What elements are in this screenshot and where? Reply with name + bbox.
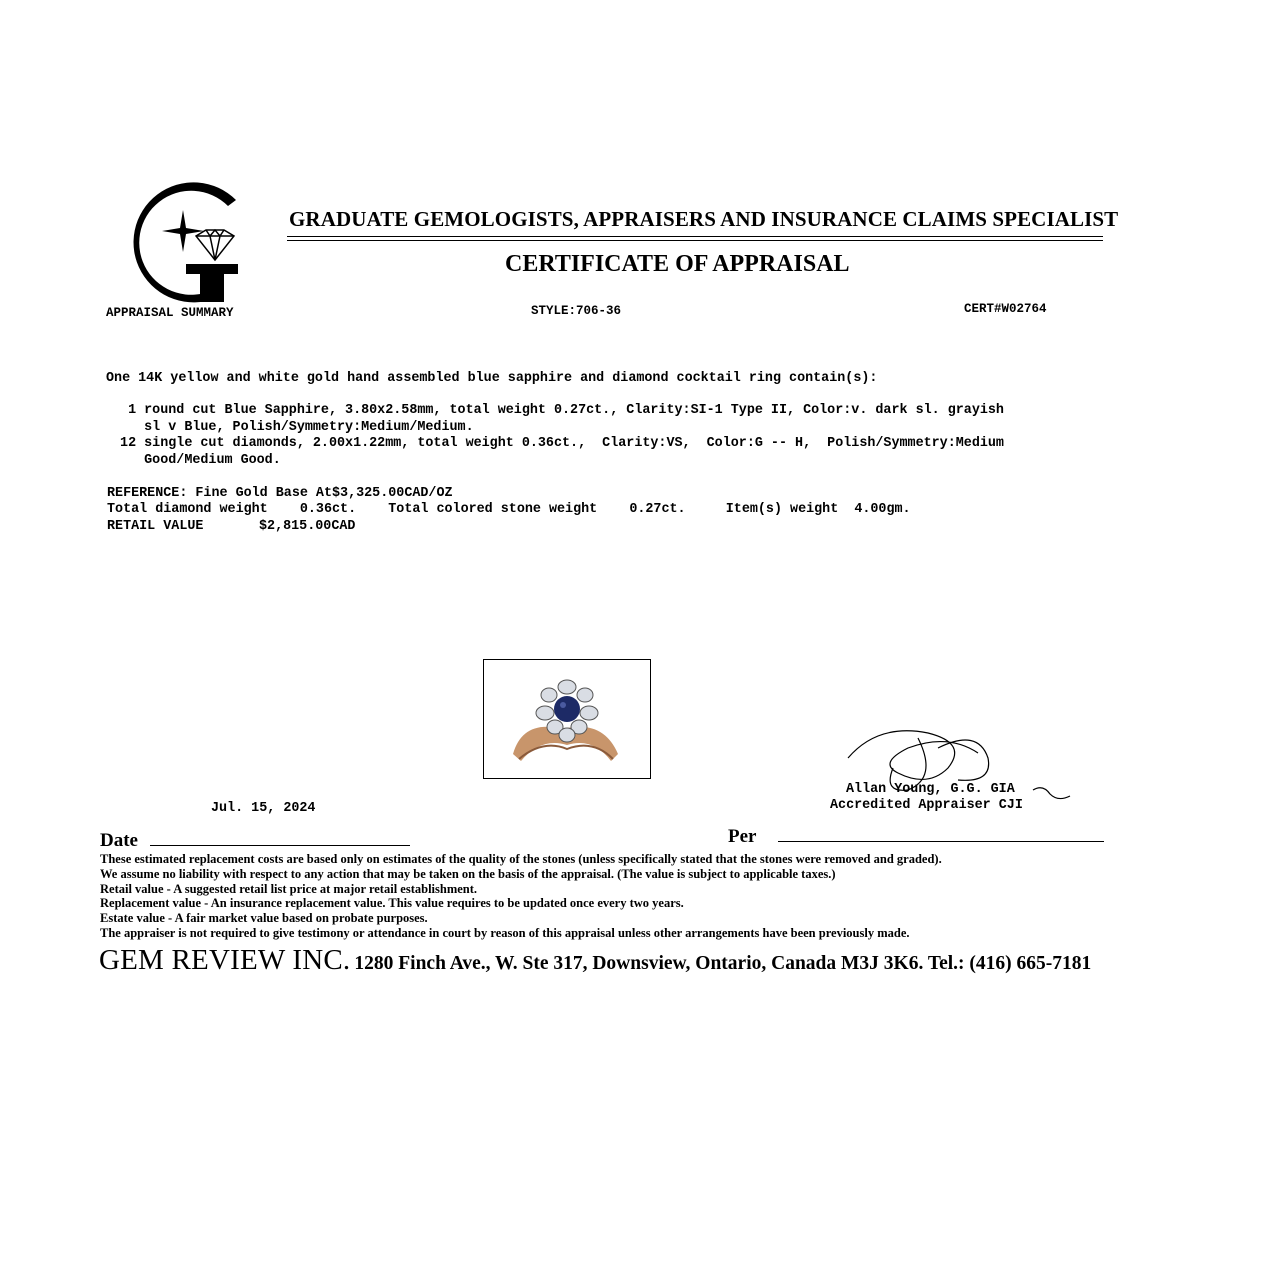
appraiser-name: Allan Young, G.G. GIA	[846, 782, 1015, 797]
organization-title: GRADUATE GEMOLOGISTS, APPRAISERS AND INSURANCE CLAIMS SPECIALIST	[289, 207, 1119, 231]
per-signature-line	[778, 841, 1104, 842]
appraiser-title: Accredited Appraiser CJI	[830, 798, 1023, 813]
disclaimer-line: We assume no liability with respect to any action that may be taken on the basis of the appraisal. (The value is subject to applicable taxes.)	[100, 866, 836, 881]
certificate-title: CERTIFICATE OF APPRAISAL	[505, 251, 850, 277]
title-rule-bottom	[287, 240, 1103, 241]
per-label: Per	[728, 826, 757, 847]
company-footer	[99, 944, 1091, 977]
company-address: 1280 Finch Ave., W. Ste 317, Downsview, Ontario, Canada M3J 3K6. Tel.: (416) 665-7181	[354, 953, 1092, 974]
diamond-line-2: Good/Medium Good.	[112, 453, 281, 468]
sapphire-line-2: sl v Blue, Polish/Symmetry:Medium/Medium.	[112, 420, 474, 435]
appraisal-summary-label: APPRAISAL SUMMARY	[106, 306, 234, 320]
title-rule-top	[287, 236, 1103, 237]
retail-value-amount: $2,815.00CAD	[259, 519, 356, 534]
cert-number: CERT#W02764	[964, 302, 1047, 316]
date-signature-line	[150, 845, 410, 846]
disclaimer-line: Replacement value - An insurance replacement value. This value requires to be updated once every two years.	[100, 896, 684, 911]
disclaimer-block	[100, 852, 942, 941]
diamond-line-1: 12 single cut diamonds, 2.00x1.22mm, total weight 0.36ct., Clarity:VS, Color:G -- H, Polish/Symmetry:Medium	[112, 436, 1004, 451]
ring-photo	[483, 659, 651, 779]
disclaimer-line: Retail value - A suggested retail list price at major retail establishment.	[100, 881, 478, 896]
style-number: STYLE:706-36	[531, 304, 622, 318]
disclaimer-line: These estimated replacement costs are based only on estimates of the quality of the stones (unless specifically stated that the stones were removed and graded).	[100, 852, 942, 866]
date-label: Date	[100, 830, 138, 851]
weight-totals: Total diamond weight 0.36ct. Total colored stone weight 0.27ct. Item(s) weight 4.00gm.	[107, 502, 911, 517]
appraisal-date: Jul. 15, 2024	[211, 801, 316, 816]
company-name: GEM REVIEW INC.	[99, 944, 351, 976]
sapphire-line-1: 1 round cut Blue Sapphire, 3.80x2.58mm, total weight 0.27ct., Clarity:SI-1 Type II, Color:v. dark sl. grayish	[112, 403, 1004, 418]
retail-value-label: RETAIL VALUE	[107, 519, 204, 534]
item-description-intro: One 14K yellow and white gold hand assembled blue sapphire and diamond cocktail ring contain(s):	[106, 371, 878, 386]
gem-review-logo	[128, 180, 253, 305]
disclaimer-line: Estate value - A fair market value based on probate purposes.	[100, 911, 428, 926]
gold-reference: REFERENCE: Fine Gold Base At$3,325.00CAD/OZ	[107, 486, 453, 501]
disclaimer-line: The appraiser is not required to give testimony or attendance in court by reason of this appraisal unless other arrangements have been previously made.	[100, 925, 910, 940]
